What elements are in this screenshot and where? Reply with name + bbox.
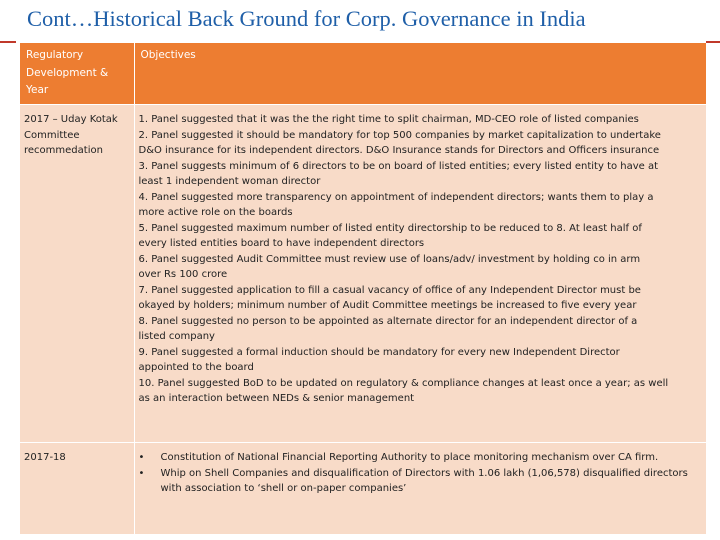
objective-line: least 1 independent woman director (138, 176, 321, 187)
row-objectives (134, 105, 706, 443)
row-year: 2017-18 (20, 443, 134, 535)
objective-line: 10. Panel suggested BoD to be updated on regulatory & compliance changes at least once a year; as well (138, 377, 669, 389)
objective-line: 6. Panel suggested Audit Committee must review use of loans/adv/ investment by holding co in arm (138, 253, 641, 265)
row-objectives (134, 443, 706, 535)
objective-line: more active role on the boards (138, 207, 293, 218)
objective-line: 7. Panel suggested application to fill a casual vacancy of office of any Independent Director must be (138, 284, 641, 296)
objective-line: 9. Panel suggested a formal induction should be mandatory for every new Independent Director (138, 346, 620, 358)
objective-line: 8. Panel suggested no person to be appointed as alternate director for an independent director of a (138, 315, 638, 327)
header-objectives: Objectives (134, 43, 706, 105)
header-row (20, 43, 706, 105)
bullet-list (139, 450, 701, 497)
objective-line: 1. Panel suggested that it was the the right time to split chairman, MD-CEO role of listed companies (138, 114, 639, 125)
objective-line: 4. Panel suggested more transparency on appointment of independent directors; wants them to play a (138, 191, 654, 203)
objective-line: D&O insurance for its independent directors. D&O Insurance stands for Directors and Officers insurance (138, 145, 660, 156)
title-rule-left (0, 41, 16, 43)
objective-line: as an interaction between NEDs & senior management (138, 393, 415, 404)
objective-line: 5. Panel suggested maximum number of listed entity directorship to be reduced to 8. At least half of (138, 222, 642, 234)
objective-line: okayed by holders; minimum number of Audit Committee meetings be increased to five every year (138, 300, 637, 311)
table-row (20, 105, 706, 443)
table-row (20, 443, 706, 535)
objective-line: every listed entities board to have independent directors (138, 238, 425, 249)
slide-title: Cont…Historical Back Ground for Corp. Governance in India (27, 6, 586, 31)
objective-line: 2. Panel suggested it should be mandatory for top 500 companies by market capitalization to undertake (138, 129, 661, 141)
bullet-item: • Whip on Shell Companies and disqualification of Directors with 1.06 lakh (1,06,578) disqualified directors with association to ‘shell or on-paper companies’ (139, 466, 701, 497)
objective-line: 3. Panel suggests minimum of 6 directors to be on board of listed entities; every listed entity to have at (138, 160, 659, 172)
title-rule-right (706, 41, 720, 43)
row-year: 2017 – Uday Kotak Committee recommedation (20, 105, 134, 443)
bullet-item: • Constitution of National Financial Reporting Authority to place monitoring mechanism over CA firm. (139, 450, 701, 466)
objective-line: listed company (138, 331, 215, 342)
objective-line: over Rs 100 crore (138, 269, 228, 280)
objective-line: appointed to the board (138, 362, 254, 373)
governance-table (20, 43, 706, 535)
header-regulatory-development: Regulatory Development & Year (20, 43, 134, 105)
